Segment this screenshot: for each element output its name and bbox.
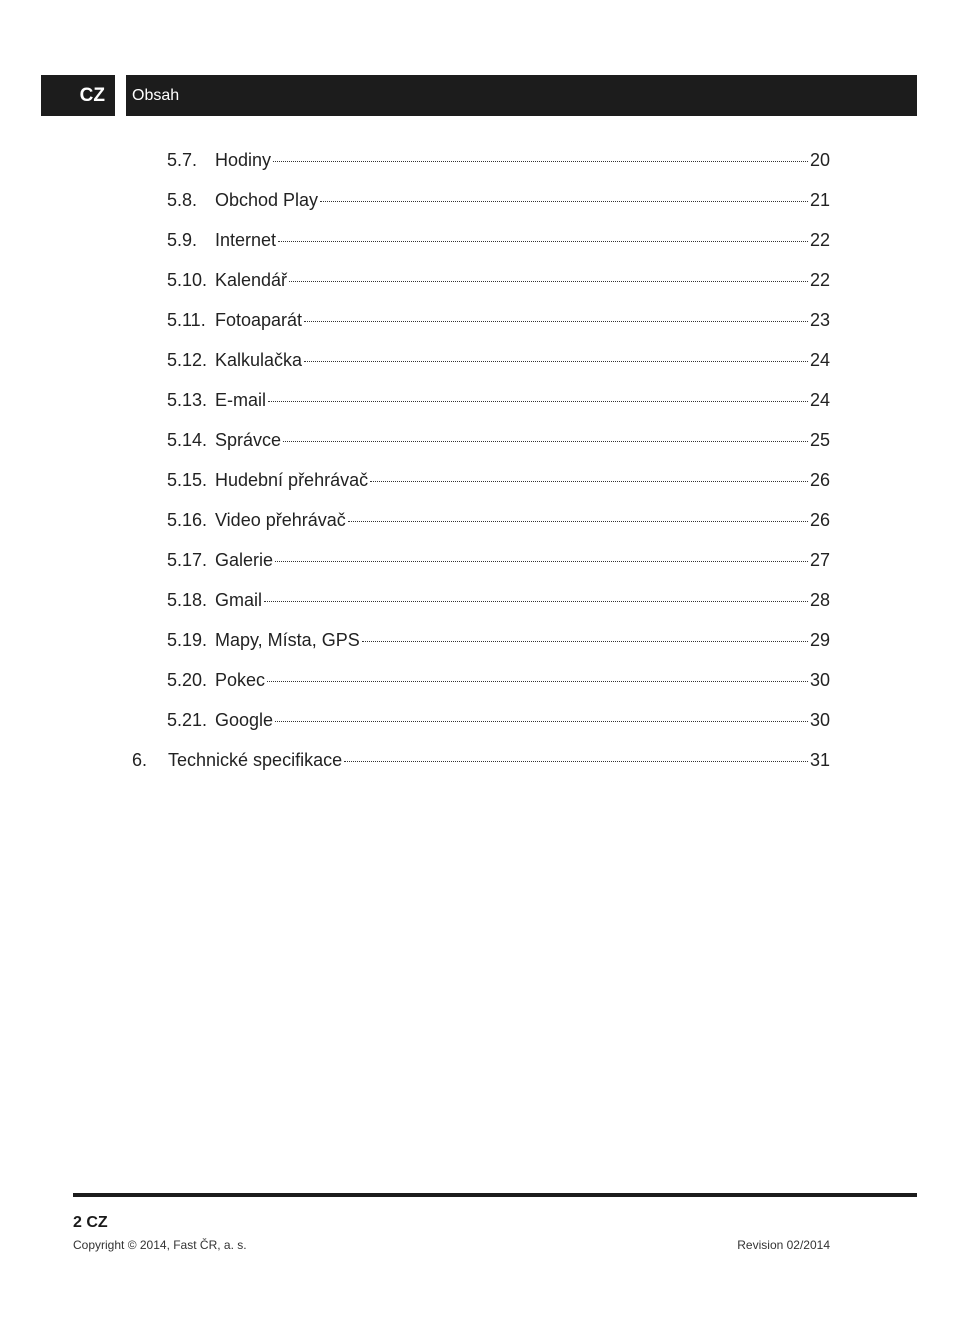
dot-leader — [283, 441, 808, 442]
toc-entry-number: 5.19. — [167, 630, 208, 650]
toc-entry[interactable] — [167, 590, 830, 630]
toc-entry-number: 5.20. — [167, 670, 208, 690]
toc-entry[interactable] — [167, 550, 830, 590]
toc-entry-number: 5.7. — [167, 150, 198, 170]
toc-entry-page: 26 — [809, 470, 830, 490]
dot-leader — [304, 361, 808, 362]
toc-entry-page: 22 — [809, 270, 830, 290]
dot-leader — [289, 281, 808, 282]
toc-entry-label: Obchod Play — [215, 190, 319, 210]
toc-entry-page: 20 — [809, 150, 830, 170]
footer-copyright: Copyright © 2014, Fast ČR, a. s. — [73, 1238, 247, 1252]
toc-entry-chapter[interactable] — [132, 750, 830, 790]
toc-entry-label: Hodiny — [215, 150, 272, 170]
toc-entry-label: Video přehrávač — [215, 510, 346, 530]
toc-entry[interactable] — [167, 430, 830, 470]
toc-entry-page: 31 — [809, 750, 830, 770]
toc-entry-number: 5.16. — [167, 510, 208, 530]
toc-entry[interactable] — [167, 150, 830, 190]
toc-entry-label: Kalendář — [215, 270, 288, 290]
toc-entry-page: 26 — [809, 510, 830, 530]
toc-entry-page: 27 — [809, 550, 830, 570]
dot-leader — [362, 641, 808, 642]
toc-entry-label: E-mail — [215, 390, 267, 410]
toc-entry[interactable] — [167, 350, 830, 390]
toc-entry[interactable] — [167, 390, 830, 430]
toc-entry-label: Technické specifikace — [168, 750, 343, 770]
toc-entry-page: 24 — [809, 390, 830, 410]
toc-entry[interactable] — [167, 190, 830, 230]
section-title: Obsah — [132, 86, 180, 104]
toc-entry-number: 5.11. — [167, 310, 206, 330]
toc-entry[interactable] — [167, 510, 830, 550]
toc-entry-number: 5.10. — [167, 270, 208, 290]
dot-leader — [320, 201, 808, 202]
toc-entry-page: 25 — [809, 430, 830, 450]
dot-leader — [268, 401, 808, 402]
toc-entry-number: 5.12. — [167, 350, 208, 370]
dot-leader — [273, 161, 808, 162]
toc-entry-page: 23 — [809, 310, 830, 330]
toc-entry-label: Správce — [215, 430, 282, 450]
language-badge — [41, 75, 115, 116]
language-code: CZ — [79, 84, 105, 106]
toc-entry-page: 29 — [809, 630, 830, 650]
section-title-bar — [126, 75, 917, 116]
dot-leader — [348, 521, 808, 522]
toc-entry-number: 5.18. — [167, 590, 208, 610]
toc-entry-label: Google — [215, 710, 274, 730]
footer-revision: Revision 02/2014 — [737, 1238, 830, 1252]
toc-entry-number: 6. — [132, 750, 148, 770]
toc-entry-page: 22 — [809, 230, 830, 250]
toc-entry-label: Kalkulačka — [215, 350, 303, 370]
dot-leader — [264, 601, 808, 602]
dot-leader — [267, 681, 808, 682]
footer-page-number: 2 CZ — [73, 1214, 108, 1231]
dot-leader — [304, 321, 808, 322]
dot-leader — [370, 481, 808, 482]
toc-entry-number: 5.17. — [167, 550, 208, 570]
toc-entry-label: Internet — [215, 230, 277, 250]
toc-entry-page: 24 — [809, 350, 830, 370]
toc-entry-label: Galerie — [215, 550, 274, 570]
toc-entry-number: 5.14. — [167, 430, 208, 450]
dot-leader — [275, 561, 808, 562]
dot-leader — [275, 721, 808, 722]
toc-entry[interactable] — [167, 710, 830, 750]
toc-entry-number: 5.8. — [167, 190, 198, 210]
toc-entry-number: 5.21. — [167, 710, 208, 730]
toc-entry-label: Gmail — [215, 590, 263, 610]
toc-entry-number: 5.9. — [167, 230, 198, 250]
toc-entry[interactable] — [167, 630, 830, 670]
toc-entry[interactable] — [167, 270, 830, 310]
dot-leader — [344, 761, 808, 762]
toc-entry[interactable] — [167, 470, 830, 510]
toc-entry-page: 30 — [809, 670, 830, 690]
toc-entry-label: Mapy, Místa, GPS — [215, 630, 360, 650]
toc-entry-page: 28 — [809, 590, 830, 610]
toc-entry-label: Hudební přehrávač — [215, 470, 369, 490]
toc-entry[interactable] — [167, 310, 830, 350]
toc-entry-page: 21 — [809, 190, 830, 210]
toc-entry-number: 5.15. — [167, 470, 208, 490]
dot-leader — [278, 241, 808, 242]
toc-entry[interactable] — [167, 230, 830, 270]
toc-entry[interactable] — [167, 670, 830, 710]
toc-entry-label: Pokec — [215, 670, 266, 690]
toc-entry-number: 5.13. — [167, 390, 208, 410]
toc-entry-page: 30 — [809, 710, 830, 730]
footer-divider — [73, 1193, 917, 1197]
toc-entry-label: Fotoaparát — [215, 310, 303, 330]
